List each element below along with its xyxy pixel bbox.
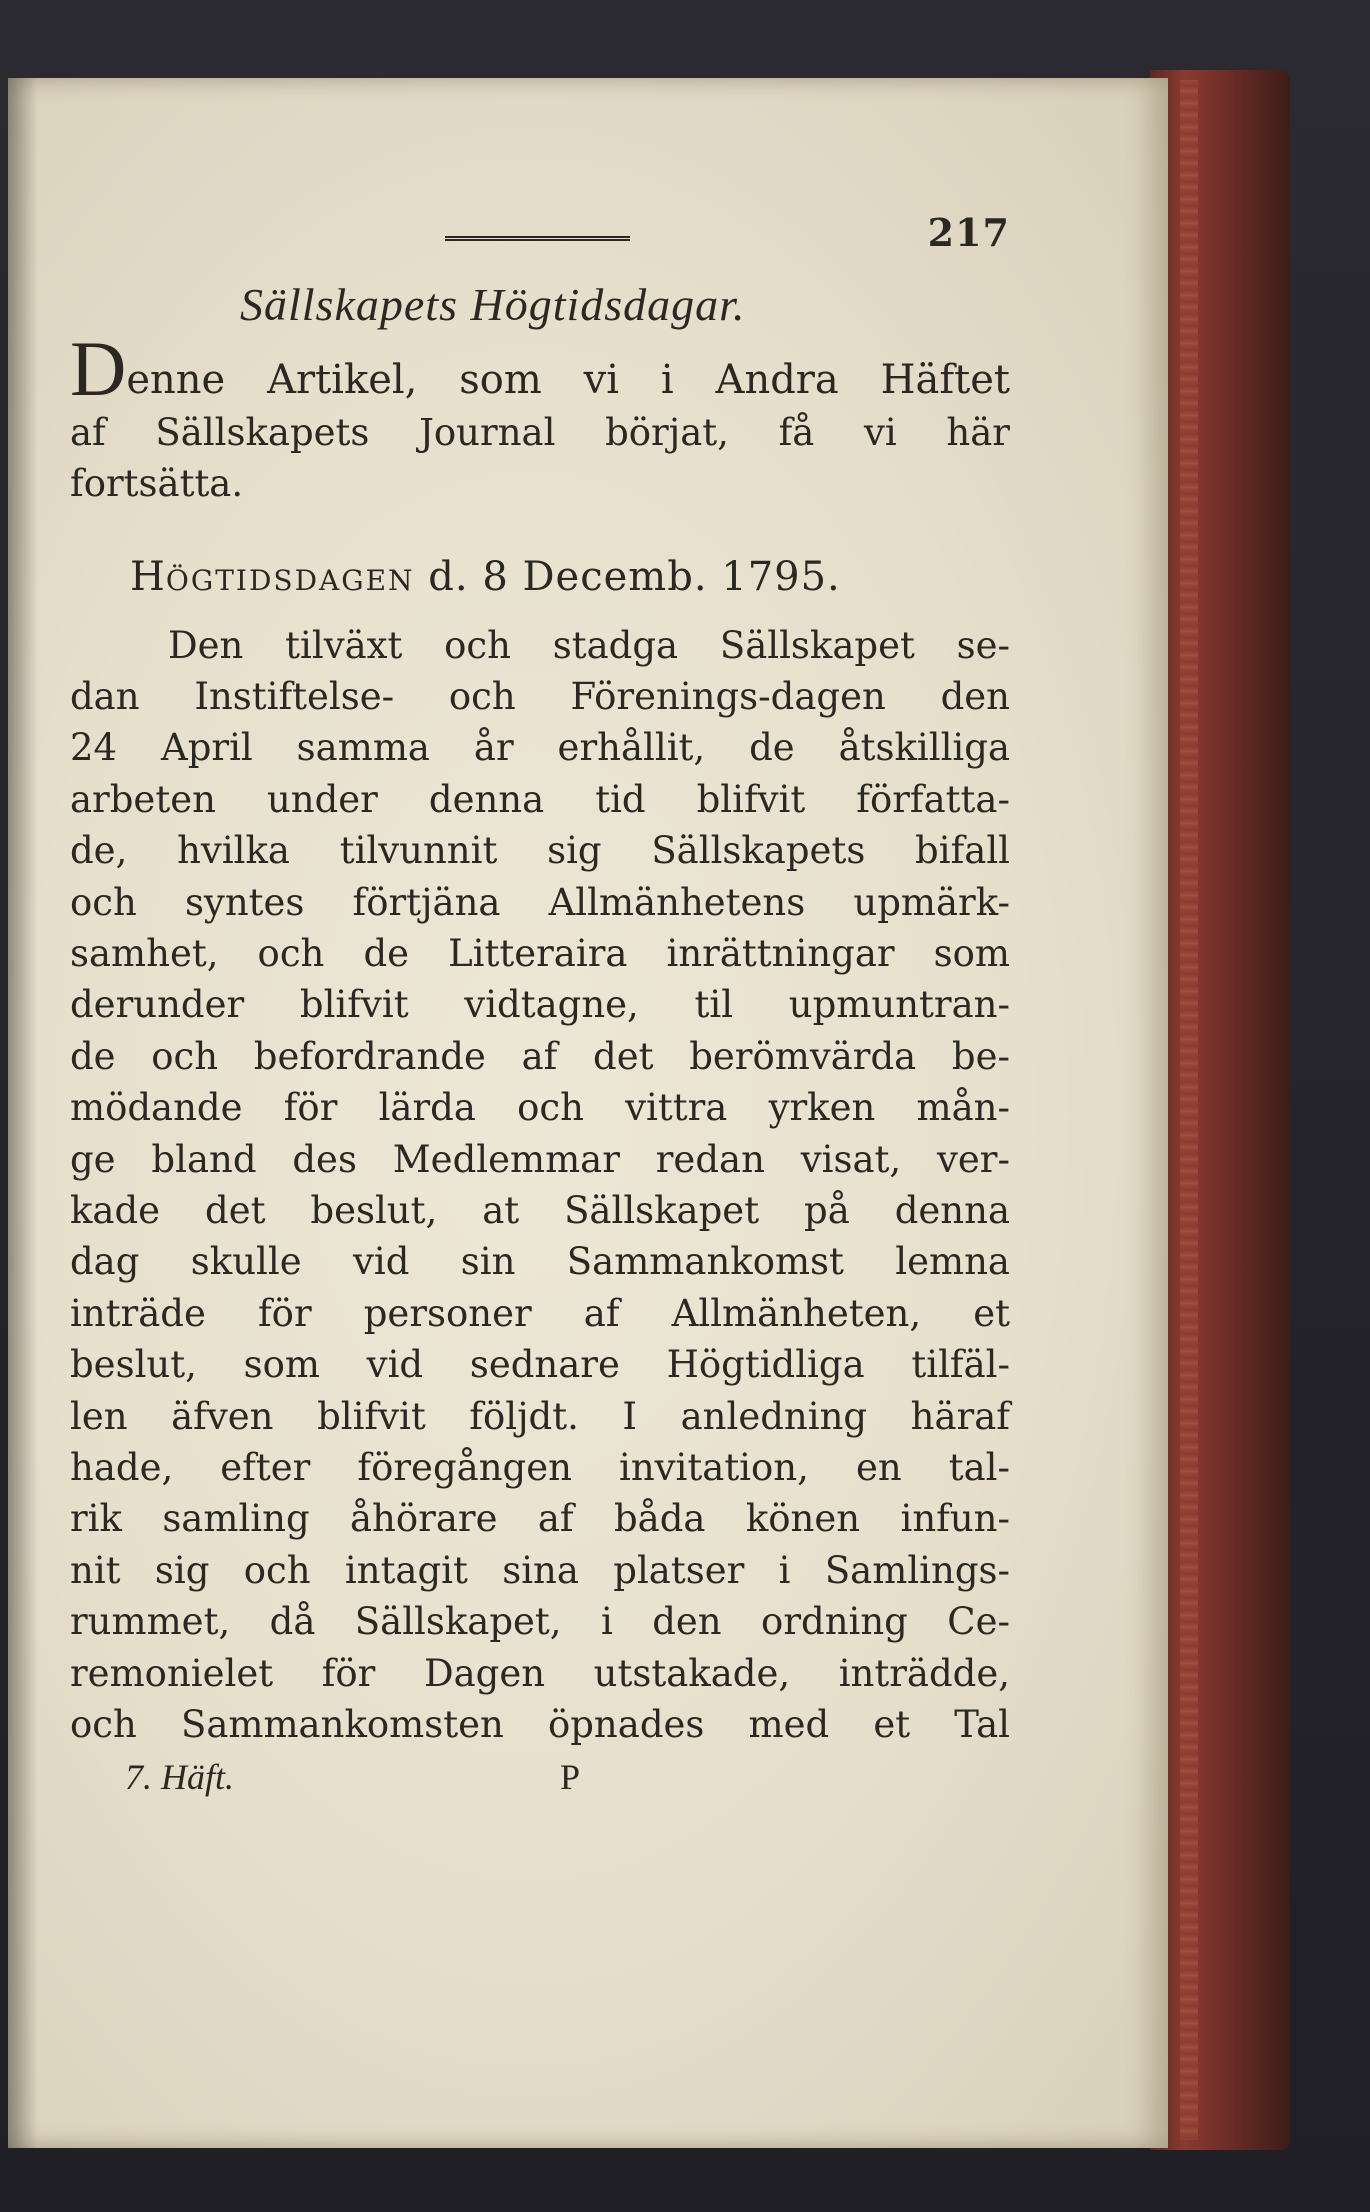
intro-paragraph [70,325,1010,510]
section-heading: Sällskapets Högtidsdagar. [240,279,746,330]
dateline [130,554,1010,600]
page-text [70,200,1010,1806]
body-line: nit sig och intagit sina platser i Samlings- [70,1548,1010,1592]
body-line: ge bland des Medlemmar redan visat, ver- [70,1137,1010,1181]
body-line: hade, efter föregången invitation, en tal- [70,1446,1010,1489]
running-header [70,200,1010,260]
intro-line: fortsätta. [70,462,244,505]
body-paragraph [70,620,1010,1751]
body-line: derunder blifvit vidtagne, til upmuntran- [70,983,1010,1027]
body-line: dan Instiftelse- och Förenings-dagen den [70,674,1010,718]
body-line: mödande för lärda och vittra yrken mån- [70,1086,1010,1130]
body-line: de, hvilka tilvunnit sig Sällskapets bifall [70,829,1010,873]
dateline-smallcaps: ÖGTIDSDAGEN [165,563,415,597]
dateline-date: d. 8 Decemb. 1795. [428,553,841,600]
body-line: rummet, då Sällskapet, i den ordning Ce- [70,1600,1010,1644]
page-footer [70,1756,1010,1806]
intro-line: af Sällskapets Journal börjat, få vi här [70,410,1010,454]
drop-cap: D [70,325,127,412]
body-line: 24 April samma år erhållit, de åtskilliga [70,726,1010,770]
body-line: de och befordrande af det berömvärda be- [70,1034,1010,1078]
body-line: rik samling åhörare af båda könen infun- [70,1497,1010,1541]
body-line: dag skulle vid sin Sammankomst lemna [70,1240,1010,1284]
book-edge [1150,70,1290,2150]
dateline-lead: H [130,553,166,600]
body-line: och Sammankomsten öpnades med et Tal [70,1703,1010,1747]
body-line: kade det beslut, at Sällskapet på denna [70,1188,1010,1232]
intro-line-text: enne Artikel, som vi i Andra Häftet [126,357,1010,403]
gutter-shadow [8,78,38,2148]
body-line: samhet, och de Litteraira inrättningar som [70,931,1010,975]
signature-mark: 7. Häft. [125,1757,235,1798]
body-line: och syntes förtjäna Allmänhetens upmärk- [70,880,1010,924]
book-edge-pages [1180,80,1198,2140]
body-line: beslut, som vid sednare Högtidliga tilfäl- [70,1343,1010,1387]
body-line: len äfven blifvit följdt. I anledning häraf [70,1394,1010,1438]
body-line: inträde för personer af Allmänheten, et [70,1291,1010,1335]
header-rule [445,236,630,241]
intro-line [70,325,1010,412]
body-line: Den tilväxt och stadga Sällskapet se- [168,623,1010,667]
page-number: 217 [927,210,1010,255]
catchword: P [560,1757,581,1798]
body-line: remonielet för Dagen utstakade, inträdde, [70,1651,1010,1695]
body-line: arbeten under denna tid blifvit författa- [70,777,1010,821]
